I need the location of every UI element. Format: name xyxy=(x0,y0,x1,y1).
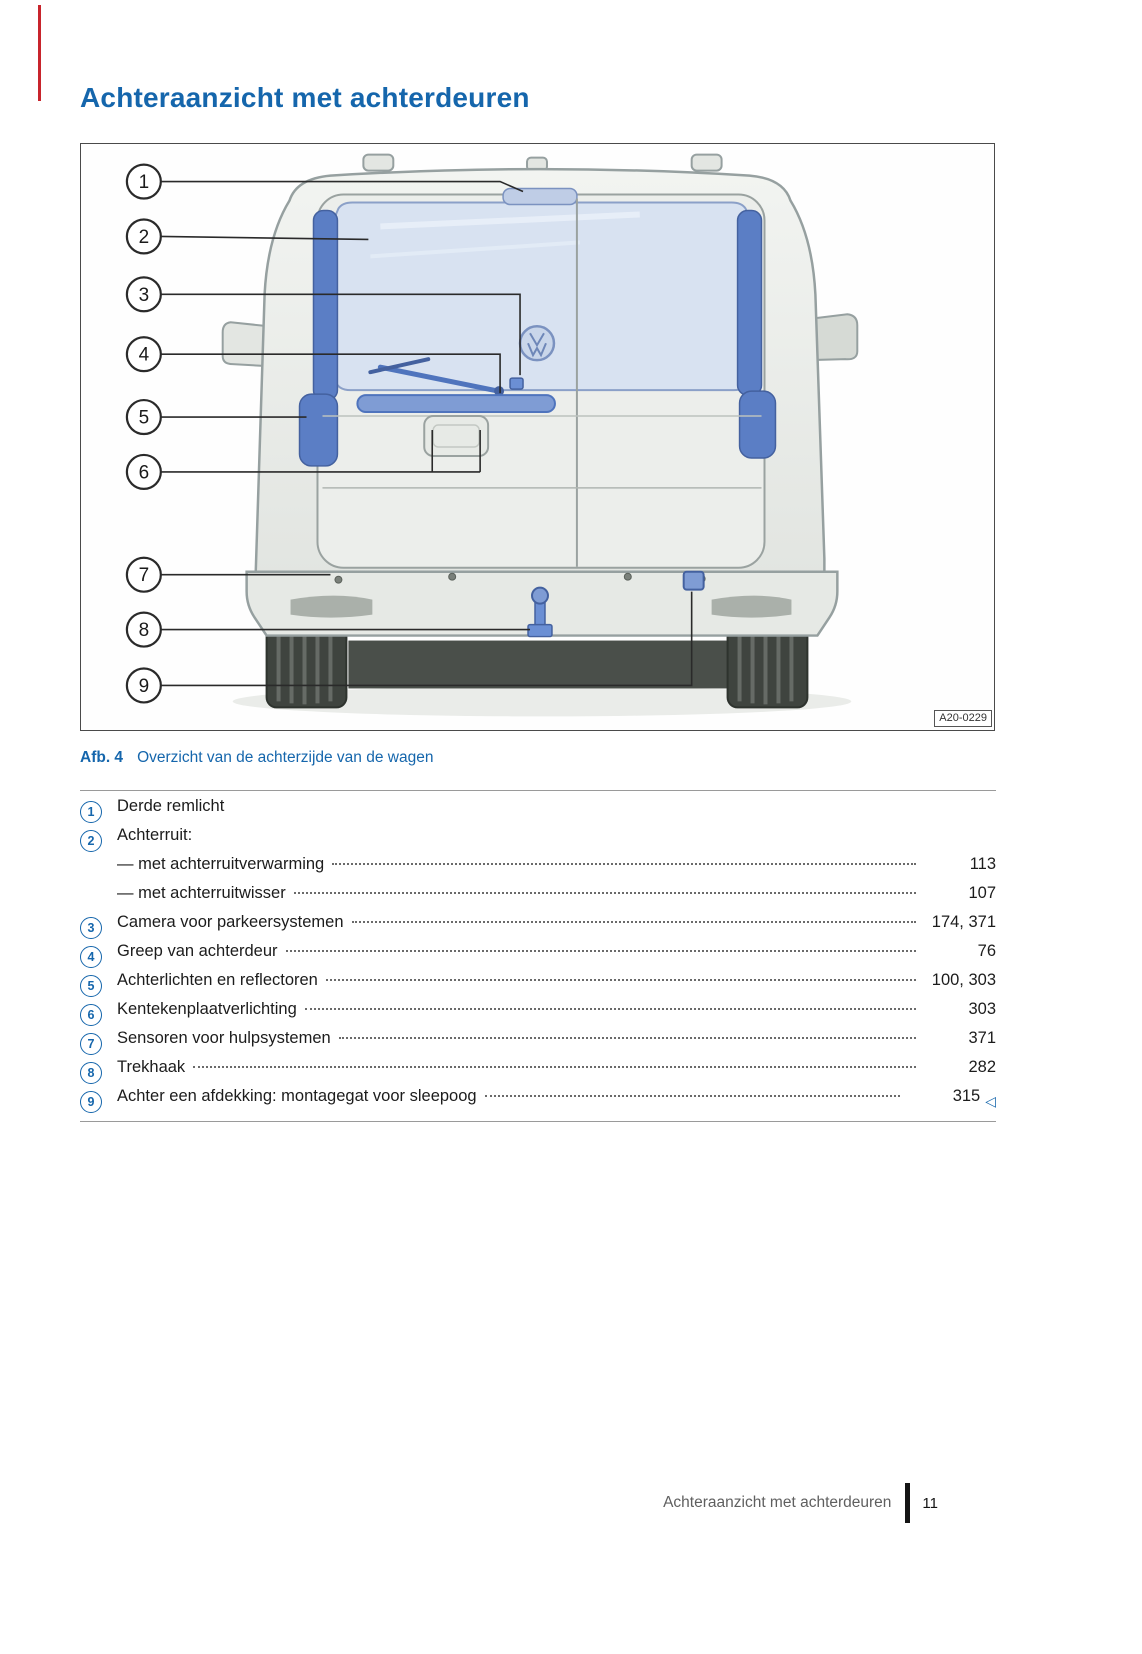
rear-camera xyxy=(510,378,523,389)
figure-caption xyxy=(80,749,433,767)
figure-rear-view xyxy=(80,143,995,731)
dotted-leader xyxy=(286,950,916,952)
legend-item-label: Greep van achterdeur xyxy=(117,942,278,960)
dotted-leader xyxy=(294,892,916,894)
svg-text:2: 2 xyxy=(138,226,150,248)
figure-callout-1 xyxy=(127,165,161,199)
svg-text:5: 5 xyxy=(138,407,150,429)
legend-page-ref: 100, 303 xyxy=(931,971,996,989)
underbody xyxy=(348,641,729,689)
footer-page-number: 11 xyxy=(922,1494,938,1512)
d-pillar-right xyxy=(738,210,762,395)
legend-row xyxy=(80,1029,996,1058)
legend-page-ref: 174, 371 xyxy=(931,913,996,931)
legend-row xyxy=(80,1058,996,1087)
towing-eye-cover xyxy=(684,572,704,590)
legend-page-ref: 303 xyxy=(968,1000,996,1018)
figure-caption-label: Afb. 4 xyxy=(80,749,124,766)
legend-page-ref: 315 xyxy=(952,1087,981,1105)
legend-subrow xyxy=(80,884,996,913)
legend-item-number: 4 xyxy=(80,946,102,968)
page-title: Achteraanzicht met achterdeuren xyxy=(80,82,530,113)
rear-window xyxy=(328,203,755,391)
taillight-right xyxy=(740,391,776,458)
svg-text:3: 3 xyxy=(138,284,150,306)
roof-hinge-left xyxy=(363,155,393,171)
legend-item-number: 9 xyxy=(80,1091,102,1113)
figure-callout-6 xyxy=(127,455,161,489)
dotted-leader xyxy=(193,1066,916,1068)
legend-item-label: Camera voor parkeersystemen xyxy=(117,913,344,931)
legend-row xyxy=(80,826,996,855)
legend-item-label: Achter een afdekking: montagegat voor sleepoog xyxy=(117,1087,477,1105)
legend-item-number: 1 xyxy=(80,801,102,823)
image-code: A20-0229 xyxy=(934,710,992,727)
svg-text:9: 9 xyxy=(138,675,150,697)
legend-page-ref: 282 xyxy=(968,1058,996,1076)
figure-callout-2 xyxy=(127,219,161,253)
legend-page-ref: 371 xyxy=(968,1029,996,1047)
licence-plate-housing xyxy=(424,416,488,456)
legend-item-label: Achterruit: xyxy=(117,826,193,844)
svg-text:6: 6 xyxy=(138,462,150,484)
legend-row xyxy=(80,1087,996,1116)
section-end-marker: ◁ xyxy=(985,1093,996,1109)
vw-logo xyxy=(520,326,554,360)
figure-callout-7 xyxy=(127,558,161,592)
figure-callout-9 xyxy=(127,668,161,702)
svg-text:7: 7 xyxy=(138,565,150,587)
dotted-leader xyxy=(332,863,916,865)
print-registration-mark xyxy=(38,5,41,101)
figure-callout-3 xyxy=(127,277,161,311)
figure-callout-5 xyxy=(127,400,161,434)
legend-item-label: — met achterruitwisser xyxy=(117,884,286,902)
legend-item-label: Sensoren voor hulpsystemen xyxy=(117,1029,331,1047)
taillight-left xyxy=(300,394,338,466)
legend-item-number: 2 xyxy=(80,830,102,852)
roof-hinge-right xyxy=(692,155,722,171)
footer-section-title: Achteraanzicht met achterdeuren xyxy=(663,1494,892,1511)
svg-text:4: 4 xyxy=(138,344,150,366)
page-footer xyxy=(80,1483,938,1523)
dotted-leader xyxy=(326,979,916,981)
legend-row xyxy=(80,971,996,1000)
legend-item-label: Achterlichten en reflectoren xyxy=(117,971,318,989)
legend-item-number: 8 xyxy=(80,1062,102,1084)
vehicle-illustration xyxy=(81,144,994,730)
legend-item-number: 7 xyxy=(80,1033,102,1055)
legend-page-ref: 113 xyxy=(969,855,996,873)
legend-page-ref: 76 xyxy=(977,942,996,960)
legend-row xyxy=(80,913,996,942)
third-brake-light xyxy=(503,189,577,205)
divider-top xyxy=(80,790,996,791)
legend-row xyxy=(80,942,996,971)
svg-text:1: 1 xyxy=(138,172,150,194)
figure-caption-text: Overzicht van de achterzijde van de wagen xyxy=(137,749,434,766)
legend-item-label: — met achterruitverwarming xyxy=(117,855,325,873)
legend-list xyxy=(80,797,996,1116)
svg-text:8: 8 xyxy=(138,620,150,642)
legend-item-number: 5 xyxy=(80,975,102,997)
legend-item-label: Derde remlicht xyxy=(117,797,225,815)
dotted-leader xyxy=(485,1095,901,1097)
figure-callout-4 xyxy=(127,337,161,371)
footer-divider-bar xyxy=(905,1483,910,1523)
figure-callout-8 xyxy=(127,613,161,647)
dotted-leader xyxy=(305,1008,916,1010)
legend-item-label: Kentekenplaatverlichting xyxy=(117,1000,297,1018)
legend-item-number: 6 xyxy=(80,1004,102,1026)
divider-bottom xyxy=(80,1121,996,1122)
dotted-leader xyxy=(339,1037,916,1039)
legend-item-number: 3 xyxy=(80,917,102,939)
legend-page-ref: 107 xyxy=(968,884,996,902)
tailgate-handle xyxy=(357,395,555,412)
dotted-leader xyxy=(352,921,916,923)
legend-row xyxy=(80,797,996,826)
legend-item-label: Trekhaak xyxy=(117,1058,186,1076)
legend-subrow xyxy=(80,855,996,884)
legend-row xyxy=(80,1000,996,1029)
